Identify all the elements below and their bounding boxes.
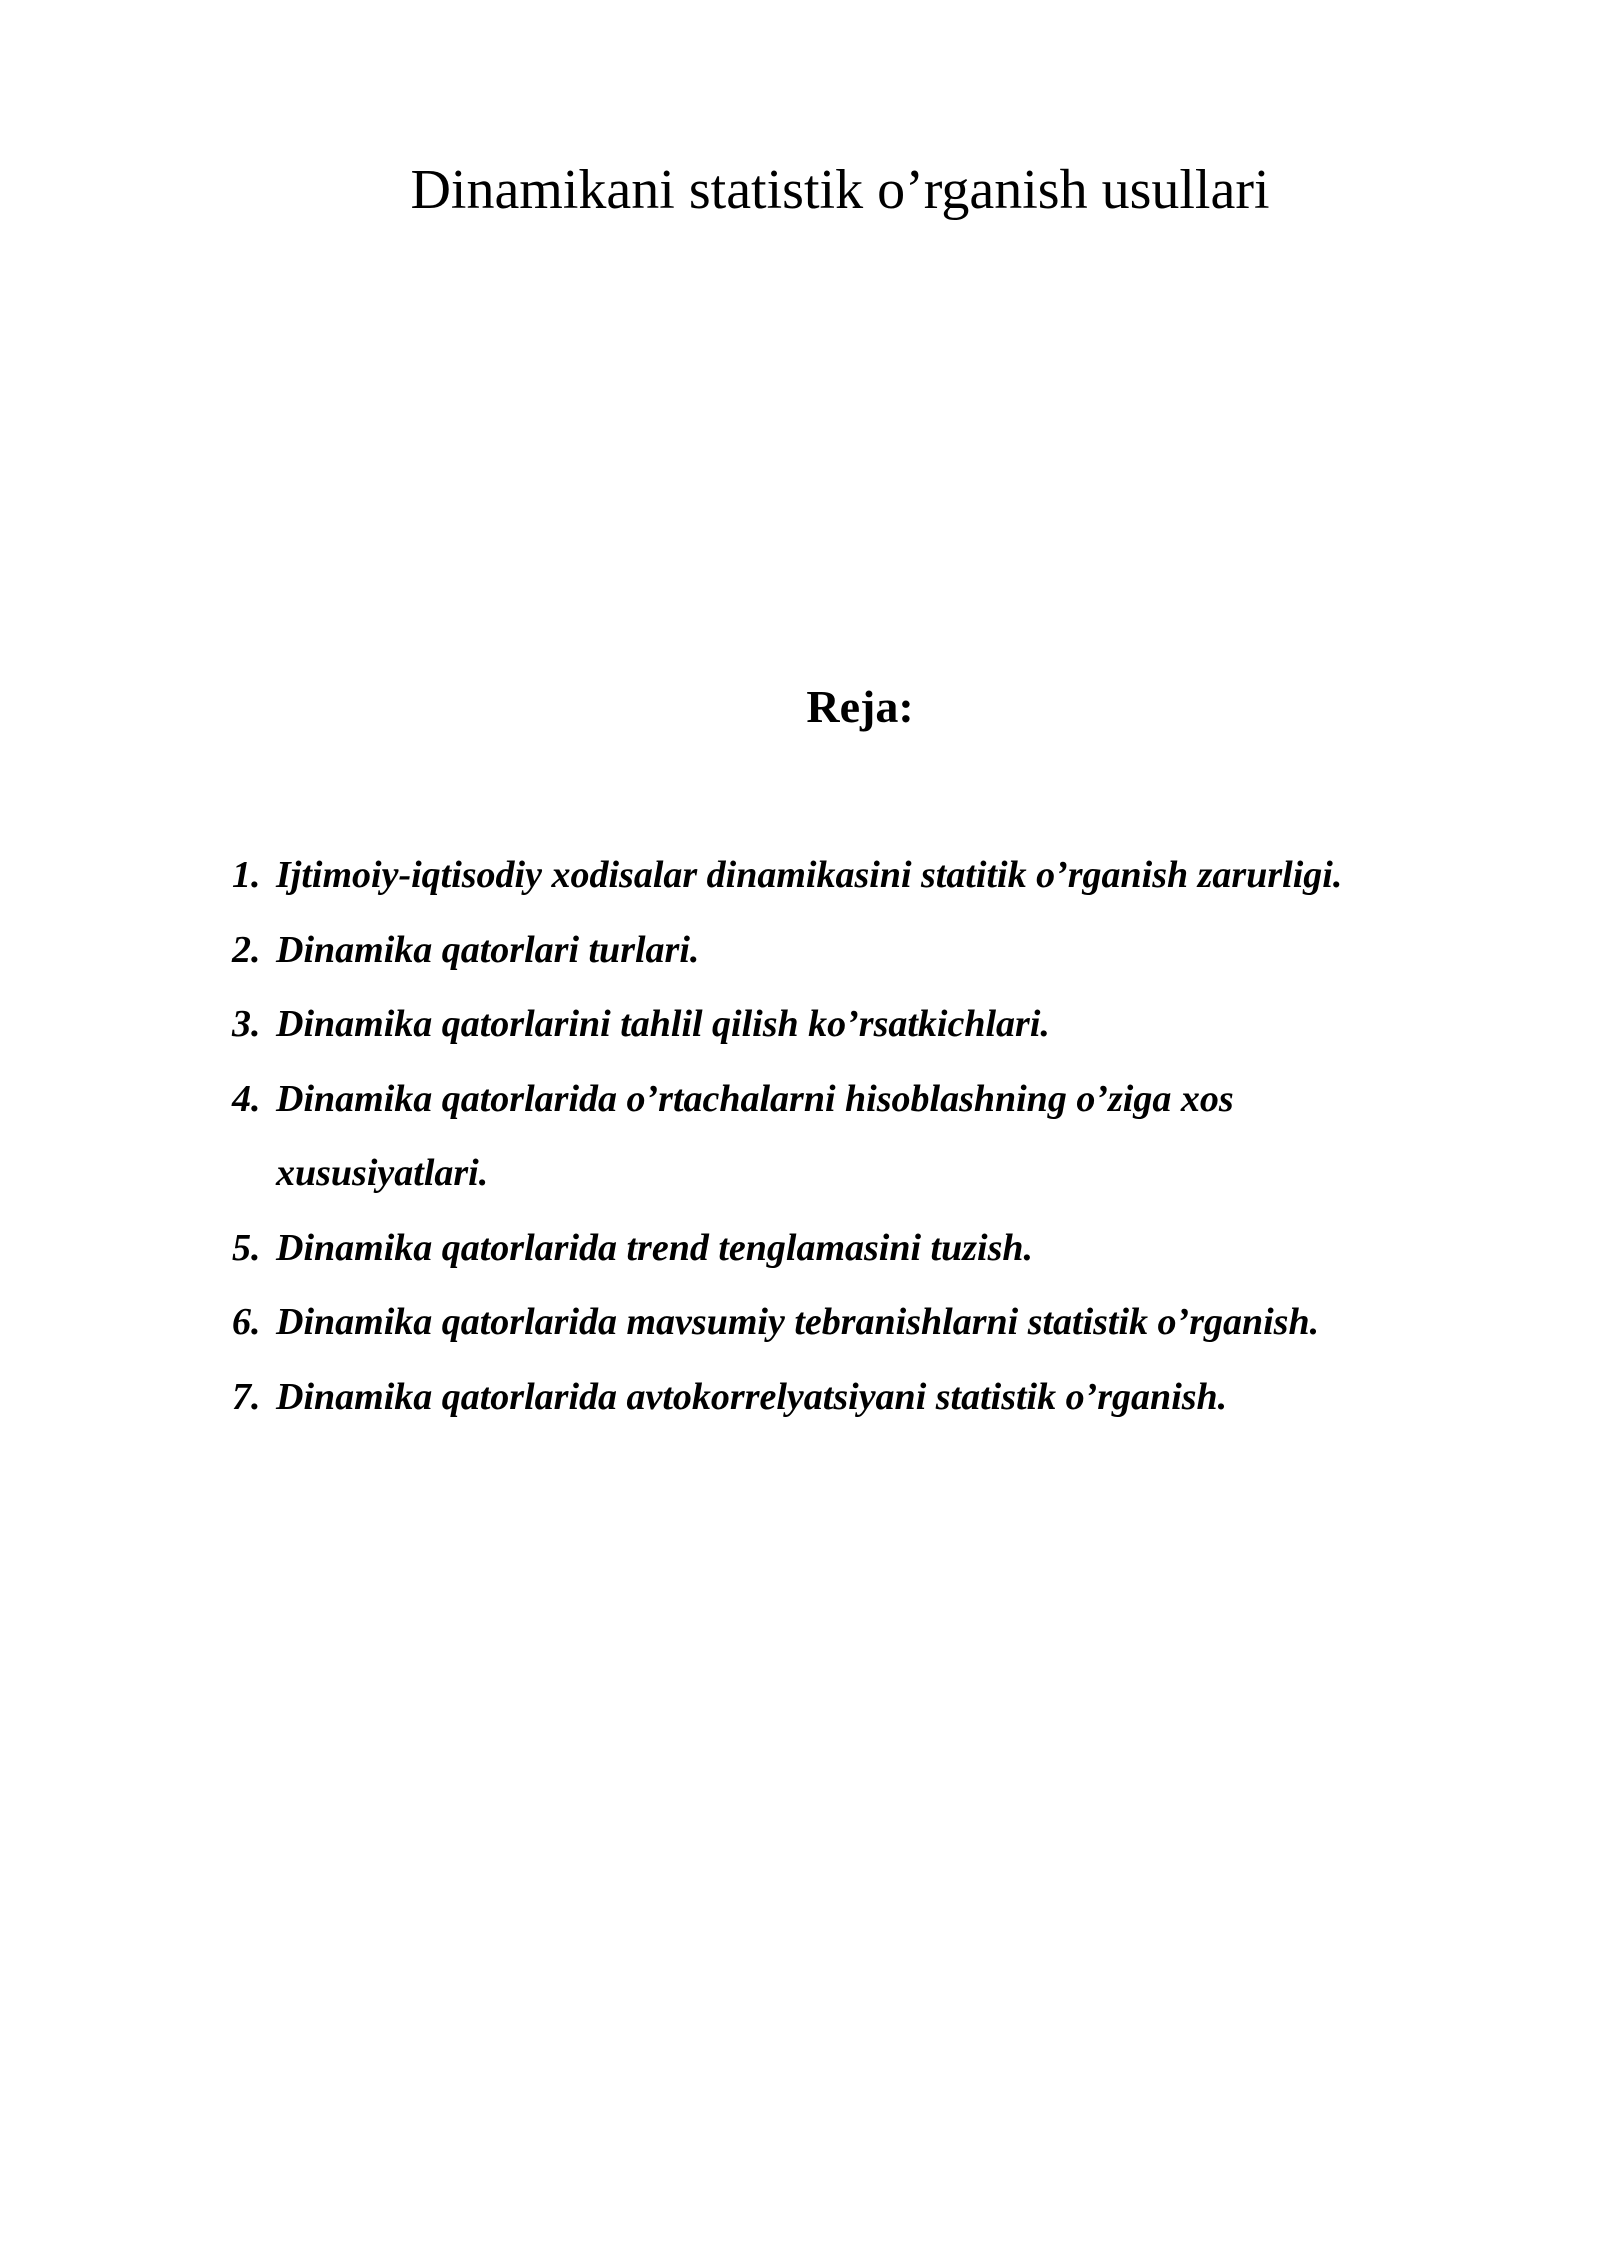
plan-item-1 [232,838,1532,913]
plan-item-number: 3. [232,1003,261,1045]
plan-item-text: Dinamika qatorlarida o’rtachalarni hisoblashning o’ziga xos xususiyatlari. [276,1077,1234,1194]
plan-item-5 [232,1211,1532,1286]
plan-item-3 [232,987,1532,1062]
plan-item-4 [232,1062,1532,1211]
plan-heading: Reja: [806,681,914,732]
plan-item-text: Dinamika qatorlarida mavsumiy tebranishlarni statistik o’rganish. [276,1301,1320,1343]
plan-item-number: 6. [232,1301,261,1343]
plan-item-text: Ijtimoiy-iqtisodiy xodisalar dinamikasini statitik o’rganish zarurligi. [276,854,1343,896]
plan-item-text: Dinamika qatorlarida avtokorrelyatsiyani statistik o’rganish. [276,1375,1228,1418]
plan-item-text: Dinamika qatorlarida trend tenglamasini tuzish. [276,1226,1034,1269]
plan-item-7 [232,1360,1532,1435]
plan-item-6 [232,1285,1532,1360]
page-title: Dinamikani statistik o’rganish usullari [410,159,1270,221]
plan-item-text: Dinamika qatorlarini tahlil qilish ko’rsatkichlari. [276,1003,1050,1045]
plan-item-number: 4. [232,1077,261,1120]
plan-list [232,838,1532,1434]
plan-item-2 [232,913,1532,988]
plan-item-text: Dinamika qatorlari turlari. [276,928,700,971]
plan-item-number: 1. [232,854,261,896]
plan-item-number: 5. [232,1226,261,1269]
plan-item-number: 2. [232,928,261,971]
plan-item-number: 7. [232,1375,261,1418]
